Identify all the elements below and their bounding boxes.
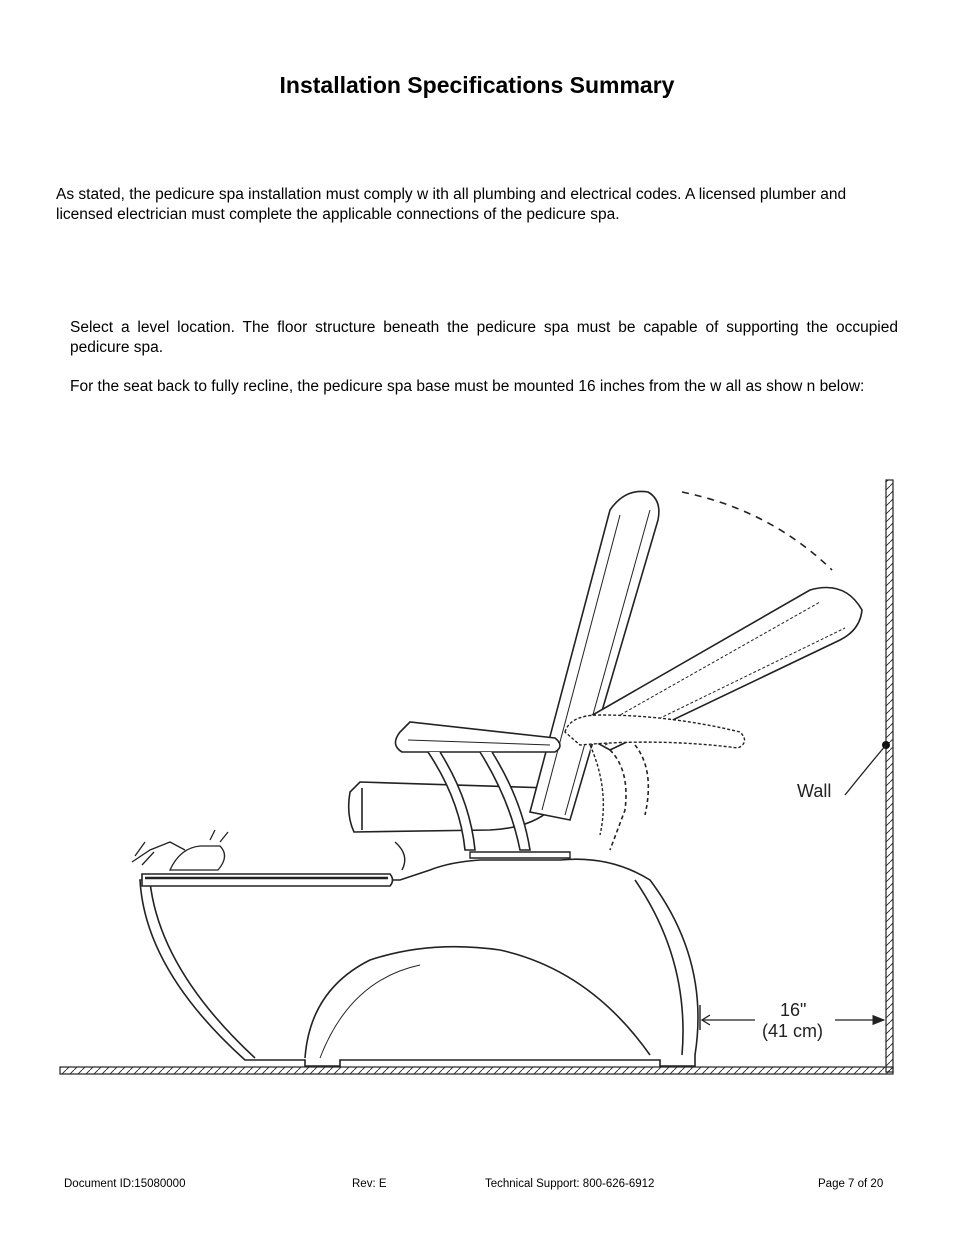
distance-inches-label: 16"	[780, 1000, 807, 1020]
footer-support: Technical Support: 800-626-6912	[485, 1178, 655, 1190]
pedicure-spa-diagram	[50, 470, 910, 1090]
footer-document-id: Document ID:15080000	[64, 1178, 186, 1190]
seat-pedestal	[395, 842, 570, 870]
location-paragraph: Select a level location. The floor structure beneath the pedicure spa must be capable of supporting the occupied pedicure spa.	[70, 319, 898, 356]
armrest-reclined	[565, 715, 745, 835]
foot-rest	[132, 830, 228, 870]
recline-arc	[682, 492, 832, 570]
wall	[886, 480, 893, 1072]
wall-pointer	[845, 741, 890, 795]
page-title: Installation Specifications Summary	[279, 72, 675, 98]
floor-line	[60, 1067, 893, 1074]
spa-base	[140, 859, 698, 1066]
recline-paragraph: For the seat back to fully recline, the pedicure spa base must be mounted 16 inches from the w all as show n below:	[70, 378, 865, 395]
footer-page-number: Page 7 of 20	[818, 1178, 884, 1190]
wall-label: Wall	[797, 781, 832, 801]
distance-cm-label: (41 cm)	[762, 1021, 824, 1041]
footer-revision: Rev: E	[352, 1178, 387, 1190]
intro-paragraph: As stated, the pedicure spa installation must comply w ith all plumbing and electrical codes. A licensed plumber and licensed electrician must complete the applicable connections of the pedicure spa.	[56, 186, 847, 223]
